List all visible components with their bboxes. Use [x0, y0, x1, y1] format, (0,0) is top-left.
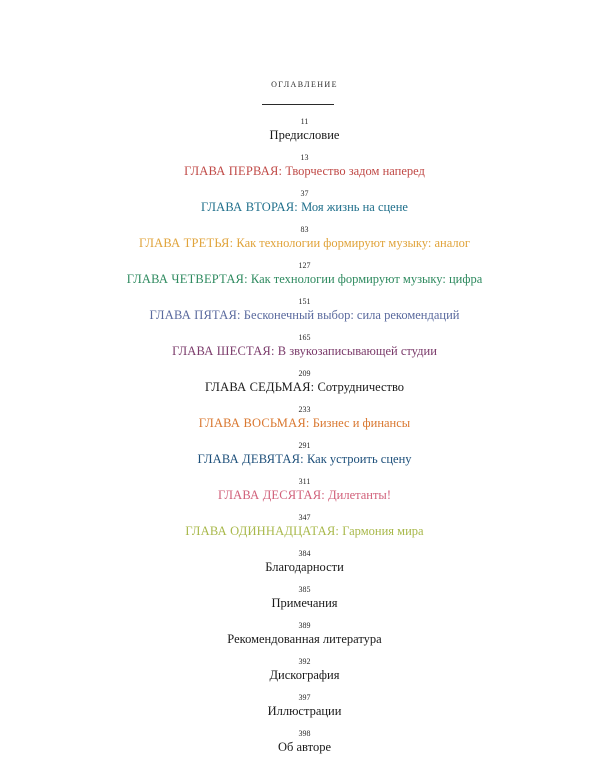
toc-entry — [0, 725, 609, 761]
toc-page-number: 13 — [300, 153, 309, 162]
toc-page-number: 385 — [298, 585, 311, 594]
toc-entry — [0, 221, 609, 257]
toc-entry-title: Примечания — [271, 596, 338, 610]
toc-entry-text — [0, 667, 609, 683]
toc-chapter-label: ГЛАВА ПЕРВАЯ: — [184, 164, 283, 178]
toc-chapter-label: ГЛАВА СЕДЬМАЯ: — [204, 380, 315, 394]
toc-entry-text — [0, 595, 609, 611]
toc-entry-text — [0, 631, 609, 647]
toc-entry — [0, 581, 609, 617]
toc-chapter-label: ГЛАВА ШЕСТАЯ: — [172, 344, 275, 358]
toc-entry-text — [0, 559, 609, 575]
toc-entry-text — [0, 307, 609, 323]
toc-page-number: 83 — [300, 225, 309, 234]
toc-entry — [0, 509, 609, 545]
toc-entry — [0, 113, 609, 149]
toc-page-number: 311 — [298, 477, 311, 486]
toc-entry-text — [0, 487, 609, 503]
toc-entry-text — [0, 523, 609, 539]
toc-page-number: 389 — [298, 621, 311, 630]
toc-entry-text — [0, 199, 609, 215]
toc-chapter-label: ГЛАВА ОДИННАДЦАТАЯ: — [185, 524, 340, 538]
toc-entry-text — [0, 271, 609, 287]
toc-page-number: 37 — [300, 189, 309, 198]
toc-entry — [0, 689, 609, 725]
toc-entry — [0, 545, 609, 581]
toc-entry — [0, 257, 609, 293]
toc-entry-title: Творчество задом наперед — [282, 164, 425, 178]
toc-chapter-label: ГЛАВА ЧЕТВЕРТАЯ: — [126, 272, 248, 286]
toc-entry-text — [0, 343, 609, 359]
toc-entry-title: Как устроить сцену — [303, 452, 412, 466]
toc-page-number: 398 — [298, 729, 311, 738]
toc-entry-text — [0, 703, 609, 719]
toc-entry-text — [0, 379, 609, 395]
toc-entry-title: Дискография — [269, 668, 340, 682]
toc-page-number: 165 — [298, 333, 311, 342]
toc-list — [0, 113, 609, 761]
toc-entry-title: Как технологии формируют музыку: аналог — [233, 236, 470, 250]
toc-chapter-label: ГЛАВА ВОСЬМАЯ: — [198, 416, 310, 430]
toc-heading: оглавление — [271, 78, 338, 90]
toc-entry-text — [0, 127, 609, 143]
toc-entry-title: Предисловие — [269, 128, 340, 142]
toc-page-number: 151 — [298, 297, 311, 306]
toc-page-number: 347 — [298, 513, 311, 522]
toc-entry-title: Моя жизнь на сцене — [297, 200, 408, 214]
toc-entry — [0, 365, 609, 401]
toc-page-number: 392 — [298, 657, 311, 666]
toc-entry-title: Бесконечный выбор: сила рекомендаций — [240, 308, 460, 322]
toc-entry-title: Рекомендованная литература — [227, 632, 382, 646]
toc-entry-title: Иллюстрации — [267, 704, 342, 718]
toc-entry-text — [0, 235, 609, 251]
toc-entry — [0, 149, 609, 185]
toc-entry — [0, 437, 609, 473]
toc-entry-text — [0, 451, 609, 467]
toc-entry — [0, 185, 609, 221]
toc-page-number: 209 — [298, 369, 311, 378]
toc-entry-title: Об авторе — [278, 740, 331, 754]
toc-entry-title: Как технологии формируют музыку: цифра — [247, 272, 483, 286]
toc-page-number: 397 — [298, 693, 311, 702]
toc-page-number: 233 — [298, 405, 311, 414]
toc-page-number: 384 — [298, 549, 311, 558]
toc-chapter-label: ГЛАВА ТРЕТЬЯ: — [138, 236, 234, 250]
toc-entry-text — [0, 415, 609, 431]
heading-rule — [262, 104, 334, 105]
toc-chapter-label: ГЛАВА ВТОРАЯ: — [201, 200, 298, 214]
toc-entry-title: Бизнес и финансы — [309, 416, 411, 430]
toc-chapter-label: ГЛАВА ПЯТАЯ: — [149, 308, 241, 322]
toc-page-number: 127 — [298, 261, 311, 270]
toc-entry-text — [0, 739, 609, 755]
toc-entry-title: Сотрудничество — [314, 380, 405, 394]
toc-entry — [0, 401, 609, 437]
toc-entry-title: В звукозаписывающей студии — [274, 344, 437, 358]
toc-entry-title: Благодарности — [265, 560, 344, 574]
toc-entry-text — [0, 163, 609, 179]
toc-chapter-label: ГЛАВА ДЕВЯТАЯ: — [197, 452, 304, 466]
toc-entry-title: Гармония мира — [339, 524, 424, 538]
toc-entry — [0, 293, 609, 329]
toc-entry — [0, 473, 609, 509]
toc-page-number: 11 — [300, 117, 309, 126]
toc-entry-title: Дилетанты! — [324, 488, 391, 502]
toc-page-number: 291 — [298, 441, 311, 450]
toc-chapter-label: ГЛАВА ДЕСЯТАЯ: — [218, 488, 325, 502]
toc-entry — [0, 617, 609, 653]
toc-entry — [0, 653, 609, 689]
toc-entry — [0, 329, 609, 365]
